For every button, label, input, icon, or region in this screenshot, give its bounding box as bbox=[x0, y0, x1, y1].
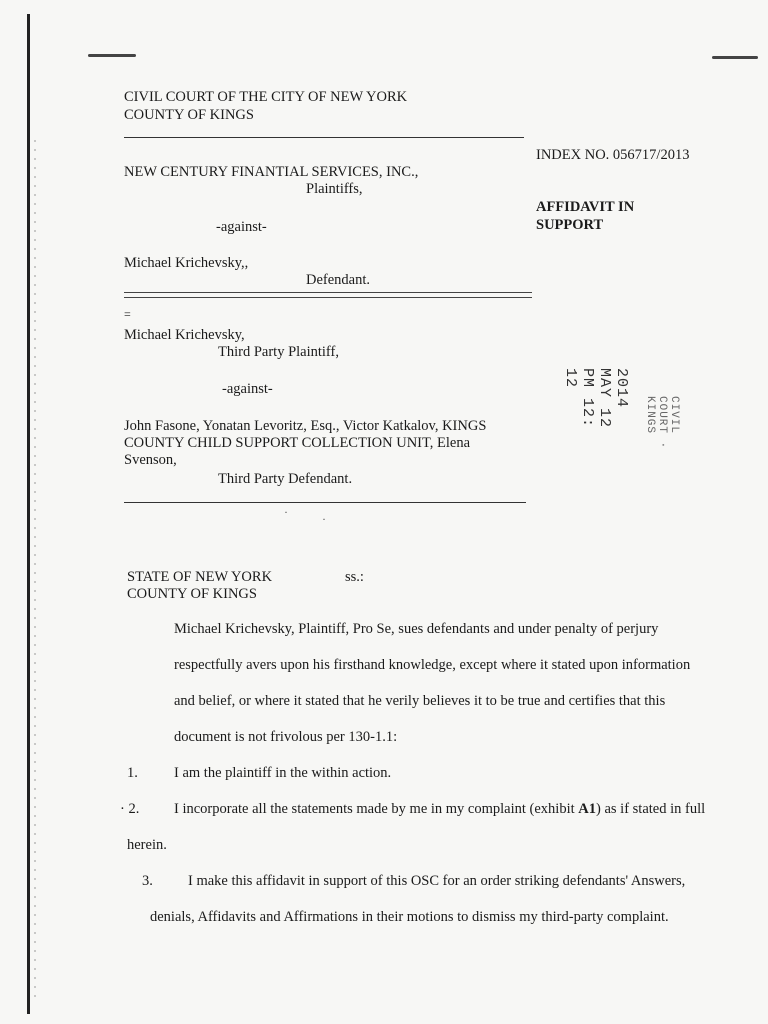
paragraph-1-text: I am the plaintiff in the within action. bbox=[174, 765, 392, 781]
doc-title-line1: AFFIDAVIT IN bbox=[536, 199, 635, 215]
venue-state: STATE OF NEW YORK bbox=[127, 569, 273, 585]
caption-bottom-rule bbox=[124, 502, 526, 503]
intro-line-2: respectfully avers upon his firsthand knowledge, except where it stated upon information bbox=[174, 657, 691, 673]
equals-mark: = bbox=[124, 307, 131, 321]
third-party-plaintiff-name: Michael Krichevsky, bbox=[124, 327, 245, 343]
third-party-defendants-line1: John Fasone, Yonatan Levoritz, Esq., Victor Katkalov, KINGS bbox=[124, 418, 487, 434]
against-label-2: -against- bbox=[222, 381, 273, 397]
paragraph-3-number: 3. bbox=[142, 873, 153, 889]
third-party-plaintiff-role: Third Party Plaintiff, bbox=[218, 344, 339, 360]
punch-mark-left bbox=[88, 54, 136, 57]
intro-line-4: document is not frivolous per 130-1.1: bbox=[174, 729, 398, 745]
caption-top-rule bbox=[124, 137, 524, 138]
doc-title-line2: SUPPORT bbox=[536, 217, 604, 233]
stamp-court-name: CIVIL COURT · KINGS bbox=[644, 396, 680, 450]
plaintiff-role: Plaintiffs, bbox=[306, 181, 363, 197]
court-filing-stamp bbox=[562, 368, 686, 526]
intro-line-3: and belief, or where it stated that he verily believes it to be true and certifies that this bbox=[174, 693, 666, 709]
punch-mark-right bbox=[712, 56, 758, 59]
paragraph-3-text: I make this affidavit in support of this OSC for an order striking defendants' Answers, bbox=[188, 873, 686, 889]
venue-ss: ss.: bbox=[345, 569, 364, 585]
third-party-defendants-line2: COUNTY CHILD SUPPORT COLLECTION UNIT, Elena bbox=[124, 435, 471, 451]
caption-double-rule bbox=[124, 292, 532, 298]
third-party-defendant-role: Third Party Defendant. bbox=[218, 471, 353, 487]
paragraph-2-number: · 2. bbox=[120, 801, 140, 817]
paragraph-3-continuation: denials, Affidavits and Affirmations in their motions to dismiss my third-party complaint. bbox=[150, 909, 669, 925]
paragraph-2-continuation: herein. bbox=[127, 837, 167, 853]
exhibit-reference: A1 bbox=[578, 801, 597, 817]
third-party-defendants-line3: Svenson, bbox=[124, 452, 177, 468]
scan-dot: · bbox=[284, 505, 288, 519]
defendant-name: Michael Krichevsky,, bbox=[124, 255, 249, 271]
index-number: INDEX NO. 056717/2013 bbox=[536, 147, 690, 163]
venue-county: COUNTY OF KINGS bbox=[127, 586, 257, 602]
scan-edge-speckle bbox=[34, 140, 36, 1000]
plaintiff-name: NEW CENTURY FINANTIAL SERVICES, INC., bbox=[124, 164, 419, 180]
stamp-date-time: 2014 MAY 12 PM 12: 12 bbox=[562, 368, 630, 429]
court-county: COUNTY OF KINGS bbox=[124, 107, 254, 123]
defendant-role: Defendant. bbox=[306, 272, 371, 288]
against-label-1: -against- bbox=[216, 219, 267, 235]
intro-line-1: Michael Krichevsky, Plaintiff, Pro Se, sues defendants and under penalty of perjury bbox=[174, 621, 659, 637]
scan-dot: · bbox=[322, 512, 326, 526]
court-name: CIVIL COURT OF THE CITY OF NEW YORK bbox=[124, 89, 408, 105]
scan-edge-bar bbox=[27, 14, 30, 1014]
paragraph-2-text: I incorporate all the statements made by me in my complaint (exhibit A1) as if stated in full bbox=[174, 801, 706, 817]
paragraph-1-number: 1. bbox=[127, 765, 138, 781]
